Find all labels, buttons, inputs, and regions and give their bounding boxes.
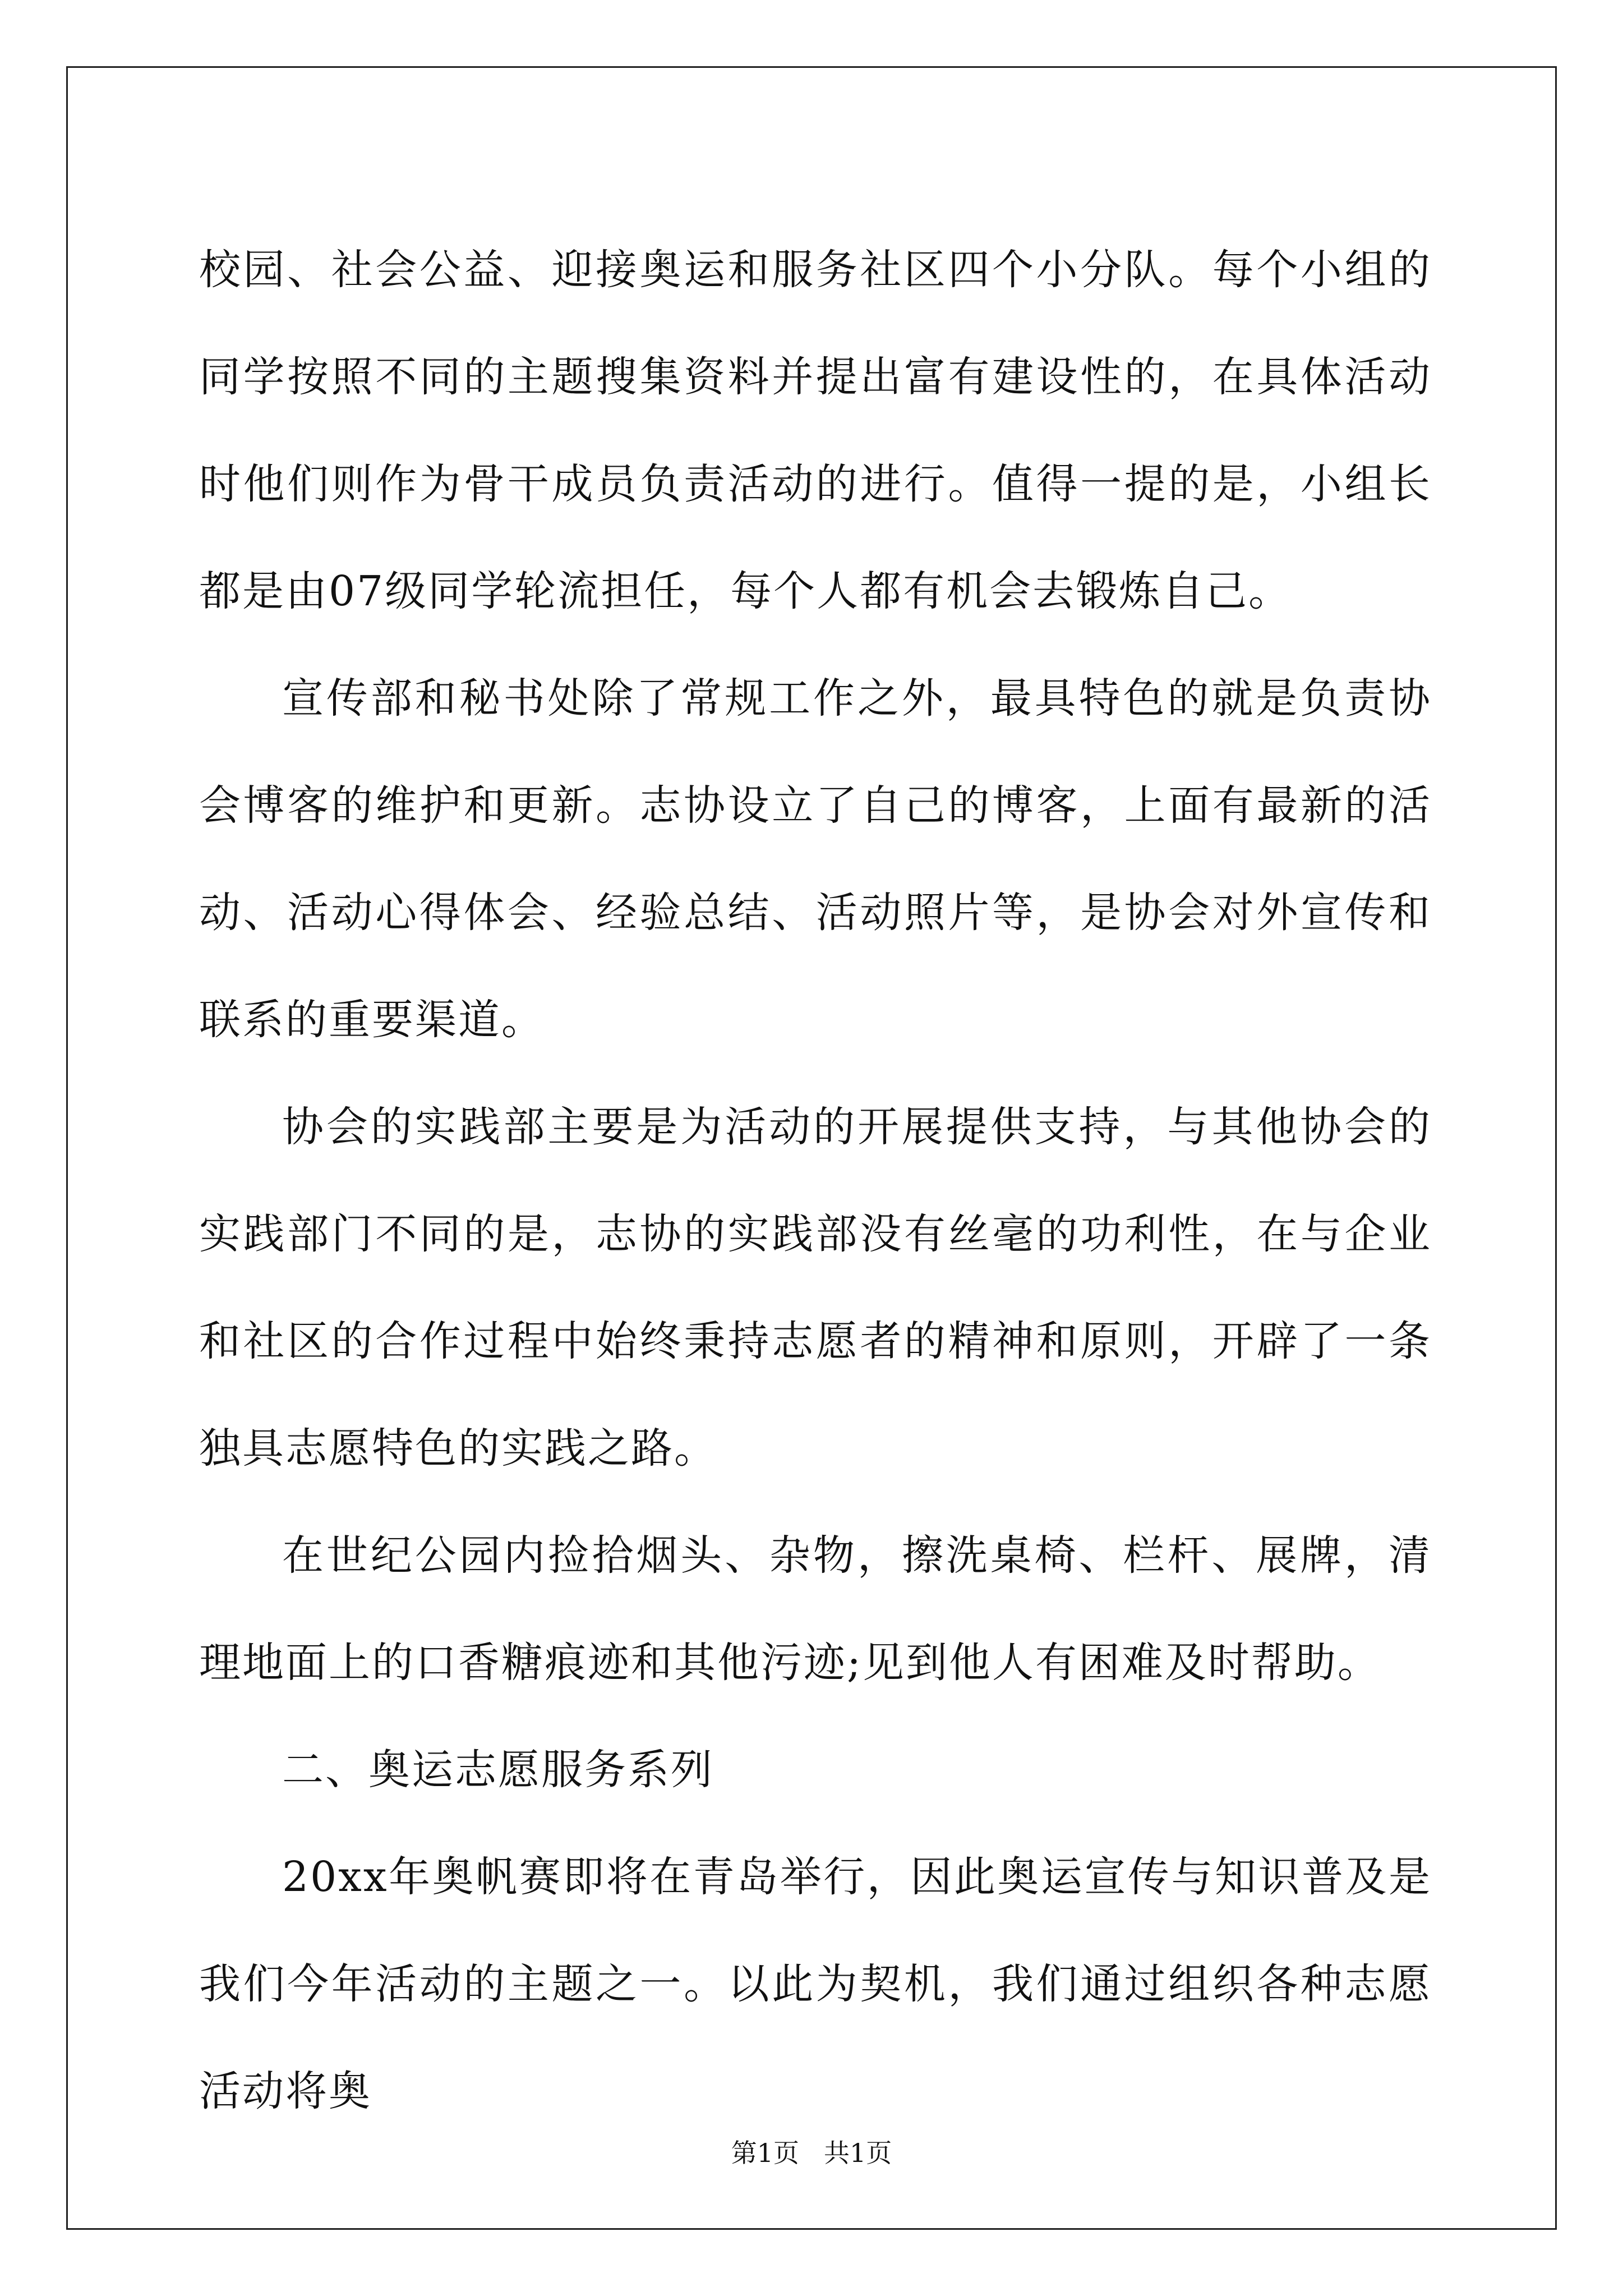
paragraph-1: 校园、社会公益、迎接奥运和服务社区四个小分队。每个小组的同学按照不同的主题搜集资料并提出富有建设性的，在具体活动时他们则作为骨干成员负责活动的进行。值得一提的是，小组长都是由07级同学轮流担任，每个人都有机会去锻炼自己。 — [199, 246, 1432, 615]
section-heading: 二、奥运志愿服务系列 — [282, 1746, 714, 1794]
document-body — [199, 217, 1432, 2145]
paragraph-3: 协会的实践部主要是为活动的开展提供支持，与其他协会的实践部门不同的是，志协的实践部没有丝毫的功利性，在与企业和社区的合作过程中始终秉持志愿者的精神和原则，开辟了一条独具志愿特色的实践之路。 — [199, 1103, 1432, 1473]
paragraph-4: 在世纪公园内捡拾烟头、杂物，擦洗桌椅、栏杆、展牌，清理地面上的口香糖痕迹和其他污迹;见到他人有困难及时帮助。 — [199, 1531, 1432, 1687]
page-number: 第1页 — [731, 2138, 800, 2168]
page-footer — [0, 2136, 1623, 2170]
paragraph-6: 20xx年奥帆赛即将在青岛举行，因此奥运宣传与知识普及是我们今年活动的主题之一。以此为契机，我们通过组织各种志愿活动将奥 — [199, 1853, 1432, 2115]
page-total: 共1页 — [823, 2138, 892, 2168]
paragraph-2: 宣传部和秘书处除了常规工作之外，最具特色的就是负责协会博客的维护和更新。志协设立了自己的博客，上面有最新的活动、活动心得体会、经验总结、活动照片等，是协会对外宣传和联系的重要渠道。 — [199, 674, 1432, 1044]
footer-spacer — [799, 2138, 824, 2168]
